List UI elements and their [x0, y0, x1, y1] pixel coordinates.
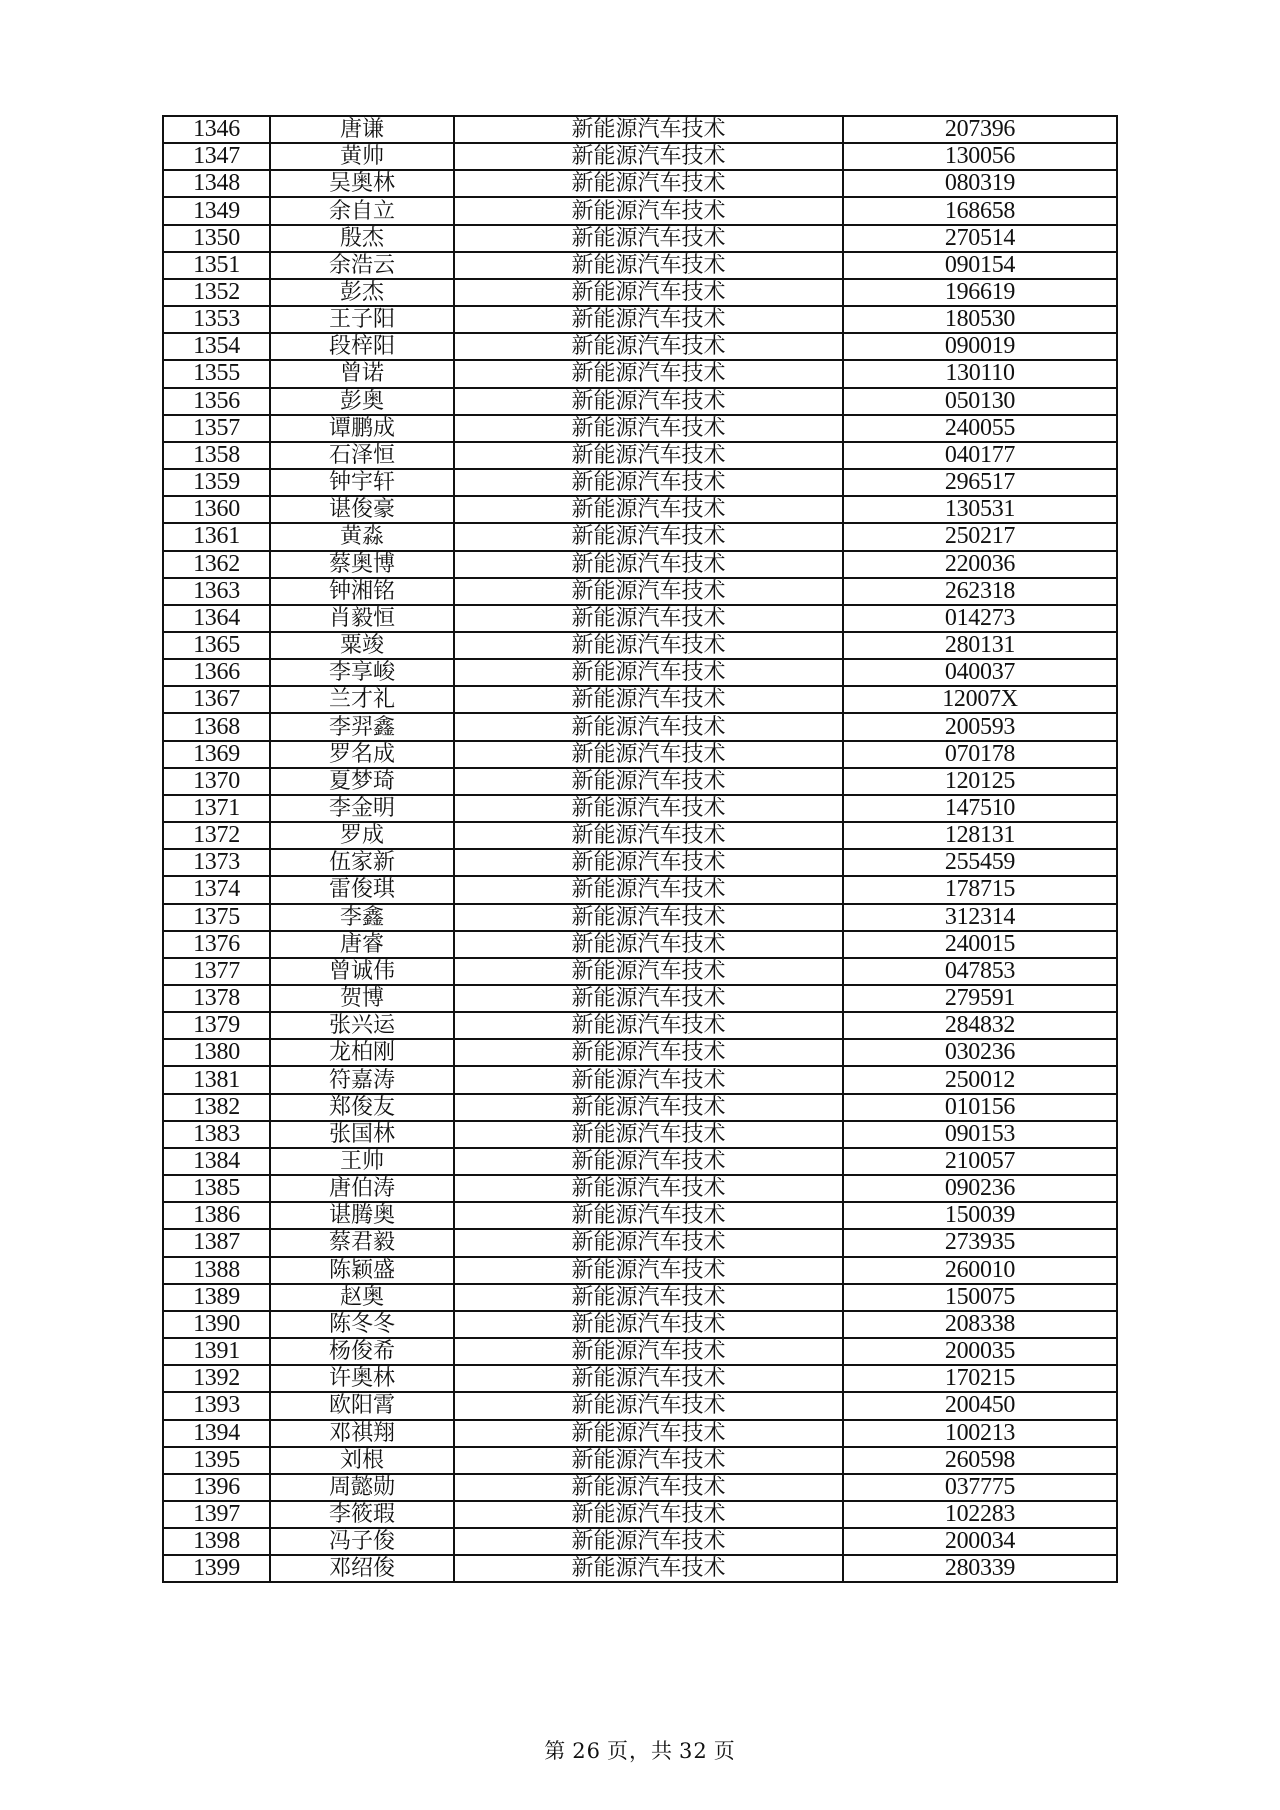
- major-cell: 新能源汽车技术: [454, 1175, 843, 1202]
- serial-number-cell: 1399: [163, 1555, 270, 1582]
- id-suffix-cell: 12007X: [843, 686, 1117, 713]
- serial-number-cell: 1361: [163, 523, 270, 550]
- major-cell: 新能源汽车技术: [454, 1501, 843, 1528]
- id-suffix-cell: 120125: [843, 768, 1117, 795]
- table-row: [163, 741, 1117, 768]
- serial-number-cell: 1359: [163, 469, 270, 496]
- footer-suffix: 页: [713, 1739, 736, 1763]
- serial-number-cell: 1397: [163, 1501, 270, 1528]
- id-suffix-cell: 080319: [843, 170, 1117, 197]
- serial-number-cell: 1396: [163, 1474, 270, 1501]
- id-suffix-cell: 273935: [843, 1229, 1117, 1256]
- id-suffix-cell: 014273: [843, 605, 1117, 632]
- id-suffix-cell: 030236: [843, 1039, 1117, 1066]
- serial-number-cell: 1395: [163, 1447, 270, 1474]
- id-suffix-cell: 200034: [843, 1528, 1117, 1555]
- serial-number-cell: 1392: [163, 1365, 270, 1392]
- student-name-cell: 李筱瑕: [270, 1501, 454, 1528]
- serial-number-cell: 1381: [163, 1066, 270, 1093]
- student-name-cell: 黄帅: [270, 143, 454, 170]
- serial-number-cell: 1367: [163, 686, 270, 713]
- table-row: [163, 958, 1117, 985]
- table-row: [163, 360, 1117, 387]
- serial-number-cell: 1377: [163, 958, 270, 985]
- id-suffix-cell: 200593: [843, 713, 1117, 740]
- student-name-cell: 吴奥林: [270, 170, 454, 197]
- student-name-cell: 粟竣: [270, 632, 454, 659]
- id-suffix-cell: 090236: [843, 1175, 1117, 1202]
- id-suffix-cell: 240015: [843, 931, 1117, 958]
- student-name-cell: 李金明: [270, 795, 454, 822]
- student-name-cell: 段梓阳: [270, 333, 454, 360]
- student-name-cell: 王帅: [270, 1148, 454, 1175]
- student-list-table: [162, 115, 1118, 1583]
- student-name-cell: 彭奥: [270, 388, 454, 415]
- id-suffix-cell: 312314: [843, 904, 1117, 931]
- student-name-cell: 余浩云: [270, 252, 454, 279]
- table-row: [163, 1555, 1117, 1582]
- serial-number-cell: 1346: [163, 116, 270, 143]
- footer-prefix: 第: [544, 1739, 567, 1763]
- student-name-cell: 钟宇轩: [270, 469, 454, 496]
- major-cell: 新能源汽车技术: [454, 333, 843, 360]
- table-row: [163, 659, 1117, 686]
- id-suffix-cell: 037775: [843, 1474, 1117, 1501]
- serial-number-cell: 1355: [163, 360, 270, 387]
- table-row: [163, 1528, 1117, 1555]
- table-row: [163, 306, 1117, 333]
- id-suffix-cell: 040037: [843, 659, 1117, 686]
- id-suffix-cell: 280339: [843, 1555, 1117, 1582]
- student-name-cell: 邓绍俊: [270, 1555, 454, 1582]
- id-suffix-cell: 284832: [843, 1012, 1117, 1039]
- table-row: [163, 1175, 1117, 1202]
- student-name-cell: 唐谦: [270, 116, 454, 143]
- id-suffix-cell: 208338: [843, 1311, 1117, 1338]
- student-name-cell: 邓祺翔: [270, 1420, 454, 1447]
- table-row: [163, 768, 1117, 795]
- id-suffix-cell: 100213: [843, 1420, 1117, 1447]
- serial-number-cell: 1351: [163, 252, 270, 279]
- id-suffix-cell: 279591: [843, 985, 1117, 1012]
- serial-number-cell: 1365: [163, 632, 270, 659]
- serial-number-cell: 1380: [163, 1039, 270, 1066]
- major-cell: 新能源汽车技术: [454, 360, 843, 387]
- major-cell: 新能源汽车技术: [454, 686, 843, 713]
- serial-number-cell: 1349: [163, 197, 270, 224]
- serial-number-cell: 1383: [163, 1121, 270, 1148]
- major-cell: 新能源汽车技术: [454, 795, 843, 822]
- serial-number-cell: 1347: [163, 143, 270, 170]
- student-name-cell: 陈冬冬: [270, 1311, 454, 1338]
- serial-number-cell: 1369: [163, 741, 270, 768]
- major-cell: 新能源汽车技术: [454, 1012, 843, 1039]
- id-suffix-cell: 168658: [843, 197, 1117, 224]
- table-row: [163, 713, 1117, 740]
- major-cell: 新能源汽车技术: [454, 1257, 843, 1284]
- serial-number-cell: 1352: [163, 279, 270, 306]
- serial-number-cell: 1373: [163, 849, 270, 876]
- id-suffix-cell: 147510: [843, 795, 1117, 822]
- id-suffix-cell: 220036: [843, 551, 1117, 578]
- table-row: [163, 1311, 1117, 1338]
- serial-number-cell: 1374: [163, 876, 270, 903]
- student-name-cell: 郑俊友: [270, 1094, 454, 1121]
- major-cell: 新能源汽车技术: [454, 904, 843, 931]
- major-cell: 新能源汽车技术: [454, 958, 843, 985]
- student-name-cell: 杨俊希: [270, 1338, 454, 1365]
- id-suffix-cell: 240055: [843, 415, 1117, 442]
- major-cell: 新能源汽车技术: [454, 985, 843, 1012]
- student-name-cell: 王子阳: [270, 306, 454, 333]
- major-cell: 新能源汽车技术: [454, 116, 843, 143]
- serial-number-cell: 1390: [163, 1311, 270, 1338]
- serial-number-cell: 1353: [163, 306, 270, 333]
- major-cell: 新能源汽车技术: [454, 551, 843, 578]
- major-cell: 新能源汽车技术: [454, 496, 843, 523]
- major-cell: 新能源汽车技术: [454, 1392, 843, 1419]
- table-row: [163, 1284, 1117, 1311]
- student-name-cell: 龙柏刚: [270, 1039, 454, 1066]
- major-cell: 新能源汽车技术: [454, 849, 843, 876]
- student-name-cell: 欧阳霄: [270, 1392, 454, 1419]
- id-suffix-cell: 255459: [843, 849, 1117, 876]
- major-cell: 新能源汽车技术: [454, 1311, 843, 1338]
- student-name-cell: 许奥林: [270, 1365, 454, 1392]
- serial-number-cell: 1376: [163, 931, 270, 958]
- major-cell: 新能源汽车技术: [454, 469, 843, 496]
- major-cell: 新能源汽车技术: [454, 1066, 843, 1093]
- serial-number-cell: 1379: [163, 1012, 270, 1039]
- serial-number-cell: 1385: [163, 1175, 270, 1202]
- major-cell: 新能源汽车技术: [454, 523, 843, 550]
- id-suffix-cell: 170215: [843, 1365, 1117, 1392]
- table-row: [163, 1066, 1117, 1093]
- id-suffix-cell: 070178: [843, 741, 1117, 768]
- id-suffix-cell: 130531: [843, 496, 1117, 523]
- major-cell: 新能源汽车技术: [454, 415, 843, 442]
- major-cell: 新能源汽车技术: [454, 1229, 843, 1256]
- major-cell: 新能源汽车技术: [454, 252, 843, 279]
- serial-number-cell: 1362: [163, 551, 270, 578]
- table-row: [163, 632, 1117, 659]
- table-row: [163, 1257, 1117, 1284]
- table-body: [163, 116, 1117, 1582]
- major-cell: 新能源汽车技术: [454, 713, 843, 740]
- major-cell: 新能源汽车技术: [454, 605, 843, 632]
- major-cell: 新能源汽车技术: [454, 279, 843, 306]
- student-name-cell: 曾诺: [270, 360, 454, 387]
- table-row: [163, 523, 1117, 550]
- major-cell: 新能源汽车技术: [454, 659, 843, 686]
- student-name-cell: 陈颖盛: [270, 1257, 454, 1284]
- table-row: [163, 279, 1117, 306]
- student-name-cell: 谌俊豪: [270, 496, 454, 523]
- serial-number-cell: 1388: [163, 1257, 270, 1284]
- id-suffix-cell: 196619: [843, 279, 1117, 306]
- table-row: [163, 469, 1117, 496]
- serial-number-cell: 1375: [163, 904, 270, 931]
- major-cell: 新能源汽车技术: [454, 822, 843, 849]
- student-name-cell: 谭鹏成: [270, 415, 454, 442]
- student-name-cell: 冯子俊: [270, 1528, 454, 1555]
- serial-number-cell: 1394: [163, 1420, 270, 1447]
- major-cell: 新能源汽车技术: [454, 143, 843, 170]
- table-row: [163, 686, 1117, 713]
- table-row: [163, 904, 1117, 931]
- major-cell: 新能源汽车技术: [454, 1420, 843, 1447]
- serial-number-cell: 1350: [163, 225, 270, 252]
- id-suffix-cell: 150039: [843, 1202, 1117, 1229]
- student-name-cell: 蔡君毅: [270, 1229, 454, 1256]
- table-row: [163, 605, 1117, 632]
- id-suffix-cell: 130110: [843, 360, 1117, 387]
- serial-number-cell: 1384: [163, 1148, 270, 1175]
- serial-number-cell: 1371: [163, 795, 270, 822]
- table-row: [163, 1420, 1117, 1447]
- serial-number-cell: 1378: [163, 985, 270, 1012]
- table-row: [163, 1012, 1117, 1039]
- table-row: [163, 795, 1117, 822]
- student-name-cell: 张兴运: [270, 1012, 454, 1039]
- student-name-cell: 殷杰: [270, 225, 454, 252]
- major-cell: 新能源汽车技术: [454, 1365, 843, 1392]
- table-row: [163, 252, 1117, 279]
- serial-number-cell: 1366: [163, 659, 270, 686]
- major-cell: 新能源汽车技术: [454, 1338, 843, 1365]
- major-cell: 新能源汽车技术: [454, 1447, 843, 1474]
- table-row: [163, 1148, 1117, 1175]
- student-name-cell: 刘根: [270, 1447, 454, 1474]
- footer-middle: 页，共: [607, 1739, 673, 1763]
- student-name-cell: 李享峻: [270, 659, 454, 686]
- student-name-cell: 罗成: [270, 822, 454, 849]
- student-name-cell: 钟湘铭: [270, 578, 454, 605]
- student-name-cell: 伍家新: [270, 849, 454, 876]
- id-suffix-cell: 090019: [843, 333, 1117, 360]
- id-suffix-cell: 090154: [843, 252, 1117, 279]
- serial-number-cell: 1391: [163, 1338, 270, 1365]
- major-cell: 新能源汽车技术: [454, 1528, 843, 1555]
- id-suffix-cell: 102283: [843, 1501, 1117, 1528]
- major-cell: 新能源汽车技术: [454, 170, 843, 197]
- table-row: [163, 143, 1117, 170]
- table-row: [163, 388, 1117, 415]
- id-suffix-cell: 050130: [843, 388, 1117, 415]
- major-cell: 新能源汽车技术: [454, 876, 843, 903]
- major-cell: 新能源汽车技术: [454, 1148, 843, 1175]
- major-cell: 新能源汽车技术: [454, 1474, 843, 1501]
- student-name-cell: 赵奥: [270, 1284, 454, 1311]
- table-row: [163, 170, 1117, 197]
- major-cell: 新能源汽车技术: [454, 1202, 843, 1229]
- serial-number-cell: 1387: [163, 1229, 270, 1256]
- student-name-cell: 唐伯涛: [270, 1175, 454, 1202]
- table-row: [163, 1392, 1117, 1419]
- student-name-cell: 彭杰: [270, 279, 454, 306]
- table-row: [163, 1338, 1117, 1365]
- serial-number-cell: 1363: [163, 578, 270, 605]
- id-suffix-cell: 270514: [843, 225, 1117, 252]
- id-suffix-cell: 010156: [843, 1094, 1117, 1121]
- serial-number-cell: 1354: [163, 333, 270, 360]
- id-suffix-cell: 250217: [843, 523, 1117, 550]
- id-suffix-cell: 047853: [843, 958, 1117, 985]
- major-cell: 新能源汽车技术: [454, 632, 843, 659]
- table-row: [163, 496, 1117, 523]
- table-row: [163, 1365, 1117, 1392]
- table-row: [163, 876, 1117, 903]
- id-suffix-cell: 296517: [843, 469, 1117, 496]
- student-name-cell: 雷俊琪: [270, 876, 454, 903]
- major-cell: 新能源汽车技术: [454, 197, 843, 224]
- student-name-cell: 贺博: [270, 985, 454, 1012]
- id-suffix-cell: 210057: [843, 1148, 1117, 1175]
- student-name-cell: 李羿鑫: [270, 713, 454, 740]
- student-name-cell: 符嘉涛: [270, 1066, 454, 1093]
- major-cell: 新能源汽车技术: [454, 1094, 843, 1121]
- student-name-cell: 唐睿: [270, 931, 454, 958]
- id-suffix-cell: 260598: [843, 1447, 1117, 1474]
- student-name-cell: 石泽恒: [270, 442, 454, 469]
- serial-number-cell: 1360: [163, 496, 270, 523]
- table-row: [163, 985, 1117, 1012]
- id-suffix-cell: 280131: [843, 632, 1117, 659]
- major-cell: 新能源汽车技术: [454, 225, 843, 252]
- student-name-cell: 周懿勋: [270, 1474, 454, 1501]
- table-row: [163, 1202, 1117, 1229]
- footer-total-pages: 32: [679, 1739, 708, 1763]
- id-suffix-cell: 178715: [843, 876, 1117, 903]
- id-suffix-cell: 090153: [843, 1121, 1117, 1148]
- major-cell: 新能源汽车技术: [454, 768, 843, 795]
- id-suffix-cell: 250012: [843, 1066, 1117, 1093]
- major-cell: 新能源汽车技术: [454, 388, 843, 415]
- major-cell: 新能源汽车技术: [454, 578, 843, 605]
- table-row: [163, 931, 1117, 958]
- serial-number-cell: 1348: [163, 170, 270, 197]
- table-row: [163, 1447, 1117, 1474]
- table-row: [163, 1094, 1117, 1121]
- table-row: [163, 415, 1117, 442]
- major-cell: 新能源汽车技术: [454, 442, 843, 469]
- table-row: [163, 1501, 1117, 1528]
- serial-number-cell: 1386: [163, 1202, 270, 1229]
- table-row: [163, 578, 1117, 605]
- student-name-cell: 夏梦琦: [270, 768, 454, 795]
- table-row: [163, 551, 1117, 578]
- student-name-cell: 兰才礼: [270, 686, 454, 713]
- major-cell: 新能源汽车技术: [454, 1284, 843, 1311]
- serial-number-cell: 1356: [163, 388, 270, 415]
- table-row: [163, 442, 1117, 469]
- serial-number-cell: 1357: [163, 415, 270, 442]
- serial-number-cell: 1368: [163, 713, 270, 740]
- serial-number-cell: 1382: [163, 1094, 270, 1121]
- id-suffix-cell: 207396: [843, 116, 1117, 143]
- page-footer: [0, 1735, 1280, 1765]
- serial-number-cell: 1364: [163, 605, 270, 632]
- id-suffix-cell: 200450: [843, 1392, 1117, 1419]
- student-name-cell: 余自立: [270, 197, 454, 224]
- student-name-cell: 李鑫: [270, 904, 454, 931]
- id-suffix-cell: 262318: [843, 578, 1117, 605]
- table-row: [163, 1121, 1117, 1148]
- id-suffix-cell: 180530: [843, 306, 1117, 333]
- id-suffix-cell: 040177: [843, 442, 1117, 469]
- id-suffix-cell: 200035: [843, 1338, 1117, 1365]
- serial-number-cell: 1393: [163, 1392, 270, 1419]
- table-row: [163, 822, 1117, 849]
- major-cell: 新能源汽车技术: [454, 306, 843, 333]
- student-name-cell: 谌腾奥: [270, 1202, 454, 1229]
- table-row: [163, 1229, 1117, 1256]
- serial-number-cell: 1370: [163, 768, 270, 795]
- serial-number-cell: 1398: [163, 1528, 270, 1555]
- student-name-cell: 蔡奥博: [270, 551, 454, 578]
- major-cell: 新能源汽车技术: [454, 931, 843, 958]
- student-name-cell: 黄淼: [270, 523, 454, 550]
- footer-current-page: 26: [572, 1739, 601, 1763]
- major-cell: 新能源汽车技术: [454, 1121, 843, 1148]
- id-suffix-cell: 128131: [843, 822, 1117, 849]
- id-suffix-cell: 130056: [843, 143, 1117, 170]
- table-row: [163, 197, 1117, 224]
- major-cell: 新能源汽车技术: [454, 1555, 843, 1582]
- table-row: [163, 1474, 1117, 1501]
- table-row: [163, 116, 1117, 143]
- student-name-cell: 肖毅恒: [270, 605, 454, 632]
- student-name-cell: 曾诚伟: [270, 958, 454, 985]
- serial-number-cell: 1389: [163, 1284, 270, 1311]
- major-cell: 新能源汽车技术: [454, 741, 843, 768]
- id-suffix-cell: 150075: [843, 1284, 1117, 1311]
- table-row: [163, 225, 1117, 252]
- serial-number-cell: 1358: [163, 442, 270, 469]
- table-row: [163, 849, 1117, 876]
- serial-number-cell: 1372: [163, 822, 270, 849]
- id-suffix-cell: 260010: [843, 1257, 1117, 1284]
- student-name-cell: 罗名成: [270, 741, 454, 768]
- major-cell: 新能源汽车技术: [454, 1039, 843, 1066]
- student-name-cell: 张国林: [270, 1121, 454, 1148]
- table-row: [163, 1039, 1117, 1066]
- table-row: [163, 333, 1117, 360]
